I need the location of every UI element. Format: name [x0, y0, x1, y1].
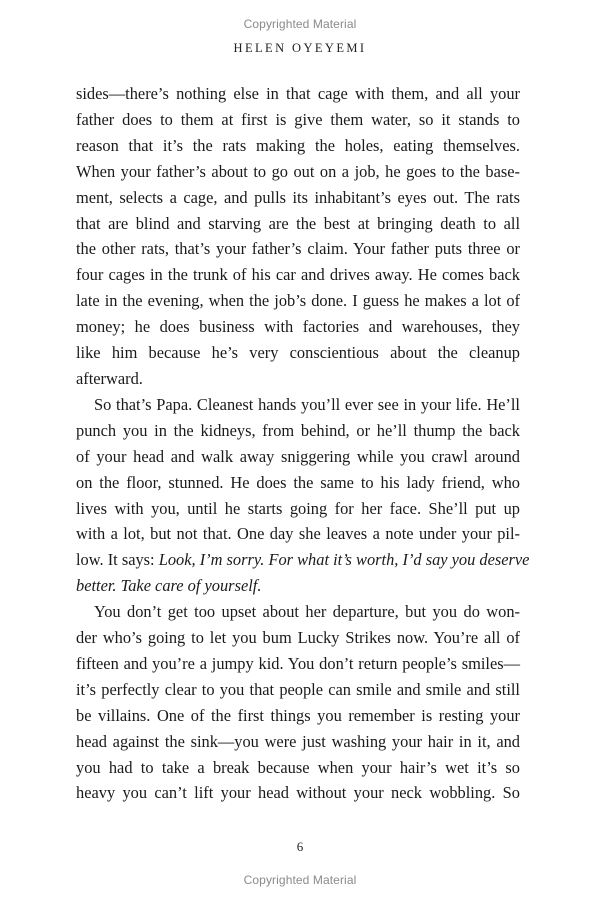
- text-line: it’s perfectly clear to you that people can smile and smile and still: [76, 679, 520, 699]
- text-line: afterward.: [76, 368, 143, 388]
- text-line: like him because he’s very conscientious about the cleanup: [76, 343, 520, 363]
- italic-note-text: better. Take care of yourself.: [76, 576, 262, 596]
- paragraph-2: [76, 392, 530, 599]
- text-line: fifteen and you’re a jumpy kid. You don’t return people’s smiles—: [76, 653, 520, 673]
- text-line: of your head and walk away sniggering while you crawl around: [76, 446, 520, 466]
- copyright-watermark-bottom: Copyrighted Material: [243, 873, 357, 887]
- page-number: 6: [296, 839, 304, 854]
- text-line: der who’s going to let you bum Lucky Strikes now. You’re all of: [76, 628, 520, 648]
- copyright-watermark-top: Copyrighted Material: [243, 17, 357, 31]
- text-line: [76, 573, 520, 599]
- text-line: sides—there’s nothing else in that cage with them, and all your: [76, 84, 520, 103]
- text-line: late in the evening, when the job’s done. I guess he makes a lot of: [76, 291, 520, 311]
- text-line: head against the sink—you were just washing your hair in it, and: [76, 731, 520, 751]
- text-line: on the floor, stunned. He does the same to his lady friend, who: [76, 472, 520, 492]
- text-line: punch you in the kidneys, from behind, or he’ll thump the back: [76, 420, 520, 440]
- text-line: father does to them at first is give them water, so it stands to: [76, 109, 520, 129]
- text-line: be villains. One of the first things you remember is resting your: [76, 705, 520, 725]
- text-run: low. It says:: [76, 550, 159, 570]
- text-line: lives with you, until he starts going for her face. She’ll put up: [76, 498, 520, 518]
- text-line: with a lot, but not that. One day she leaves a note under your pil-: [76, 524, 520, 544]
- paragraph-3: [76, 599, 520, 806]
- text-line: [76, 547, 530, 573]
- italic-note-text: Look, I’m sorry. For what it’s worth, I’d say you deserve: [158, 550, 530, 570]
- paragraph-1: [76, 81, 520, 392]
- text-line: So that’s Papa. Cleanest hands you’ll ever see in your life. He’ll: [94, 394, 520, 414]
- text-line: When your father’s about to go out on a job, he goes to the base-: [76, 161, 520, 181]
- body-text: [76, 81, 530, 806]
- text-line: You don’t get too upset about her departure, but you do won-: [94, 602, 520, 622]
- text-line: that are blind and starving are the best at bringing death to all: [76, 213, 520, 233]
- text-line: you had to take a break because when your hair’s wet it’s so: [76, 757, 520, 777]
- text-line: the other rats, that’s your father’s claim. Your father puts three or: [76, 239, 520, 259]
- text-line: four cages in the trunk of his car and drives away. He comes back: [76, 265, 520, 285]
- text-line: ment, selects a cage, and pulls its inhabitant’s eyes out. The rats: [76, 187, 520, 207]
- running-head-author: HELEN OYEYEMI: [233, 41, 367, 55]
- text-line: money; he does business with factories and warehouses, they: [76, 317, 520, 337]
- text-line: reason that it’s the rats making the holes, eating themselves.: [76, 135, 520, 155]
- text-line: heavy you can’t lift your head without your neck wobbling. So: [76, 783, 520, 803]
